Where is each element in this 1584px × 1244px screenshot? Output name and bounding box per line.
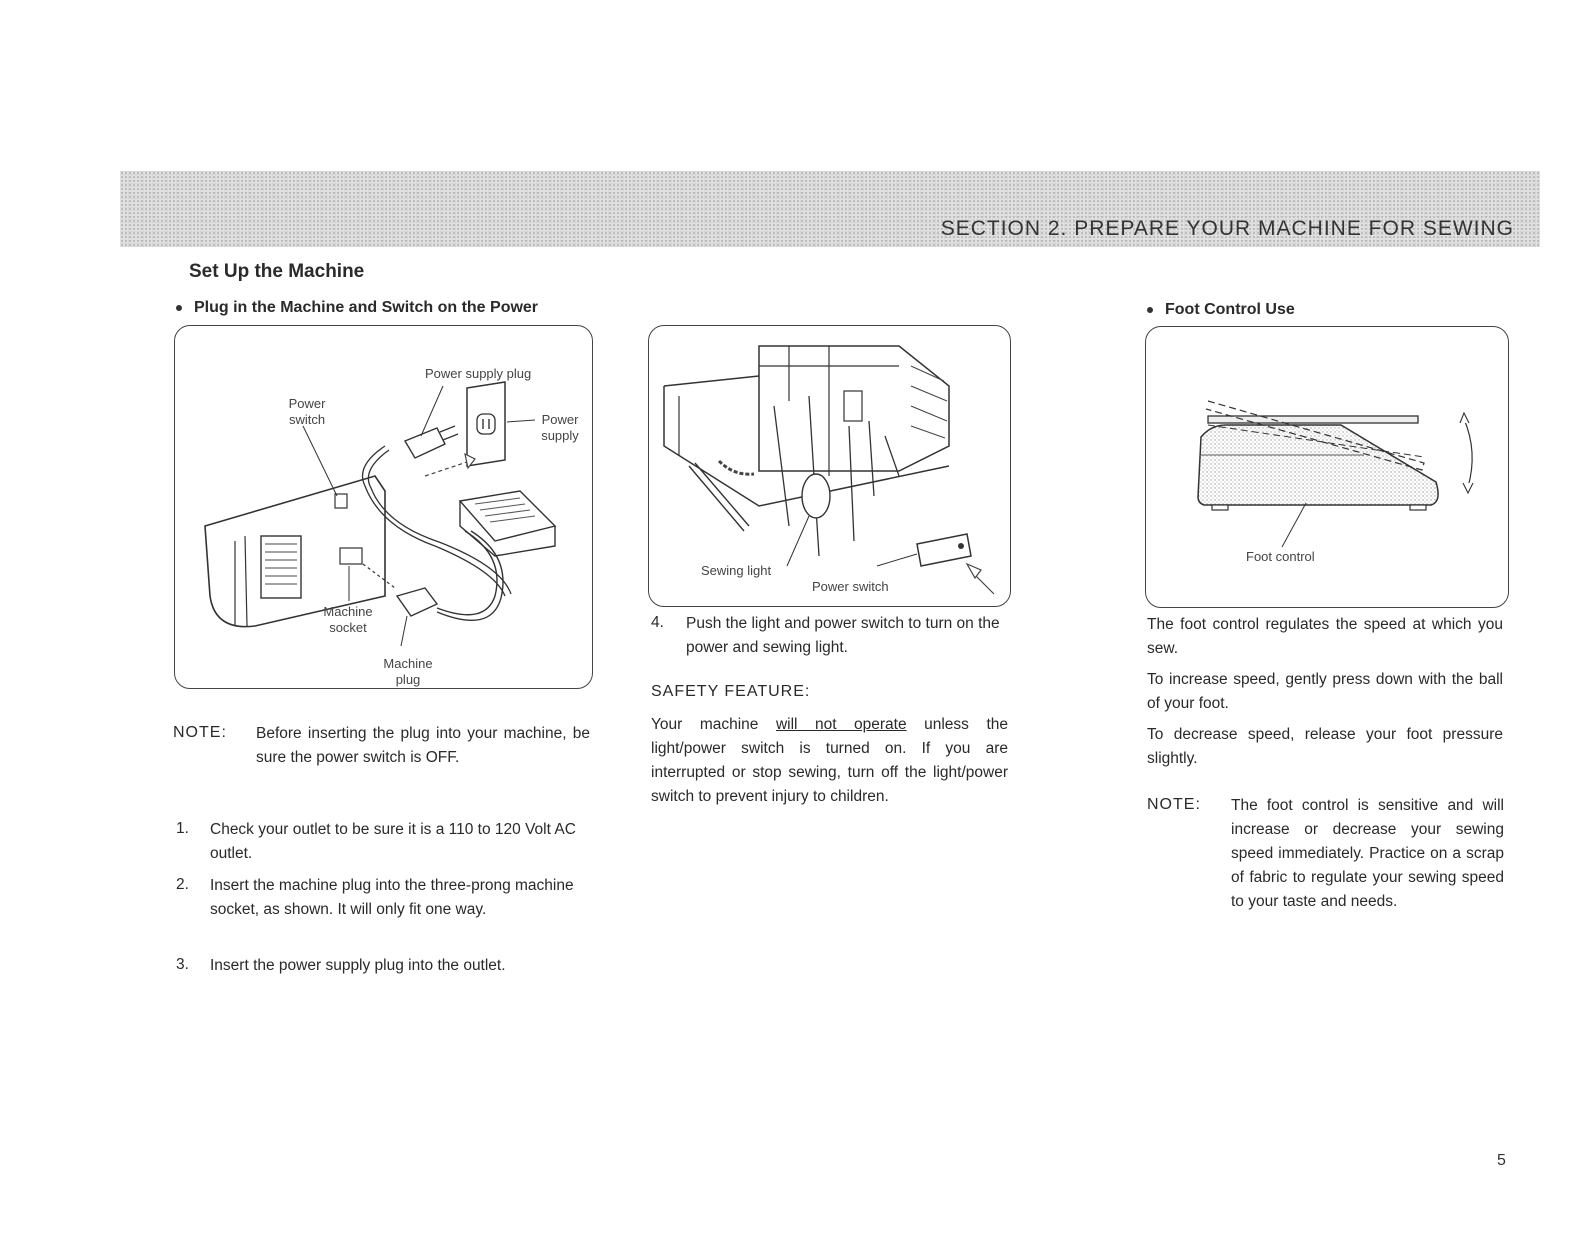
label-power-supply: Power supply	[541, 412, 579, 443]
step-3-number: 3.	[176, 956, 189, 973]
label-machine-plug: Machine plug	[383, 656, 433, 687]
foot-para-1: The foot control regulates the speed at which you sew.	[1147, 616, 1503, 657]
safety-text: Your machine will not operate unless the light/power switch is turned on. If you are interrupted or stop sewing, turn off the light/power switch to prevent injury to children.	[651, 716, 1008, 805]
step-1-number: 1.	[176, 820, 189, 837]
step-4-text: Push the light and power switch to turn on the power and sewing light.	[686, 615, 1000, 656]
foot-para-3: To decrease speed, release your foot pressure slightly.	[1147, 726, 1503, 767]
section-title: SECTION 2. PREPARE YOUR MACHINE FOR SEWING	[940, 217, 1514, 240]
step-2-number: 2.	[176, 876, 189, 893]
label-power-switch-2: Power switch	[812, 579, 889, 594]
foot-note-label: NOTE:	[1147, 796, 1201, 813]
bullet-icon	[176, 305, 182, 311]
section-header-band	[120, 171, 1540, 247]
foot-control-illustration	[1146, 327, 1508, 607]
plug-note-text: Before inserting the plug into your machine, be sure the power switch is OFF.	[256, 725, 590, 766]
foot-control-figure	[1145, 326, 1509, 608]
foot-note-text: The foot control is sensitive and will increase or decrease your sewing speed immediately. Practice on a scrap of fabric to regulate your sewing speed to your taste and needs.	[1231, 797, 1504, 910]
safety-heading: SAFETY FEATURE:	[651, 683, 811, 700]
safety-emphasis: will not operate	[775, 716, 907, 733]
foot-subhead: Foot Control Use	[1147, 301, 1295, 319]
step-2-text: Insert the machine plug into the three-prong machine socket, as shown. It will only fit one way.	[210, 877, 574, 918]
label-machine-socket: Machine socket	[323, 604, 373, 635]
page-number: 5	[1497, 1152, 1506, 1169]
label-foot-control: Foot control	[1246, 549, 1315, 564]
plug-figure	[174, 325, 593, 689]
light-switch-figure	[648, 325, 1011, 607]
plug-note-label: NOTE:	[173, 724, 227, 741]
step-3-text: Insert the power supply plug into the outlet.	[210, 957, 506, 974]
label-power-switch: Power switch	[288, 396, 326, 427]
page-heading: Set Up the Machine	[189, 261, 365, 282]
label-power-supply-plug: Power supply plug	[425, 366, 532, 381]
bullet-icon	[1147, 307, 1153, 313]
step-4-number: 4.	[651, 614, 664, 631]
foot-para-2: To increase speed, gently press down with the ball of your foot.	[1147, 671, 1503, 712]
plug-subhead: Plug in the Machine and Switch on the Power	[176, 299, 538, 317]
label-sewing-light: Sewing light	[701, 563, 772, 578]
step-1-text: Check your outlet to be sure it is a 110 to 120 Volt AC outlet.	[210, 821, 576, 862]
